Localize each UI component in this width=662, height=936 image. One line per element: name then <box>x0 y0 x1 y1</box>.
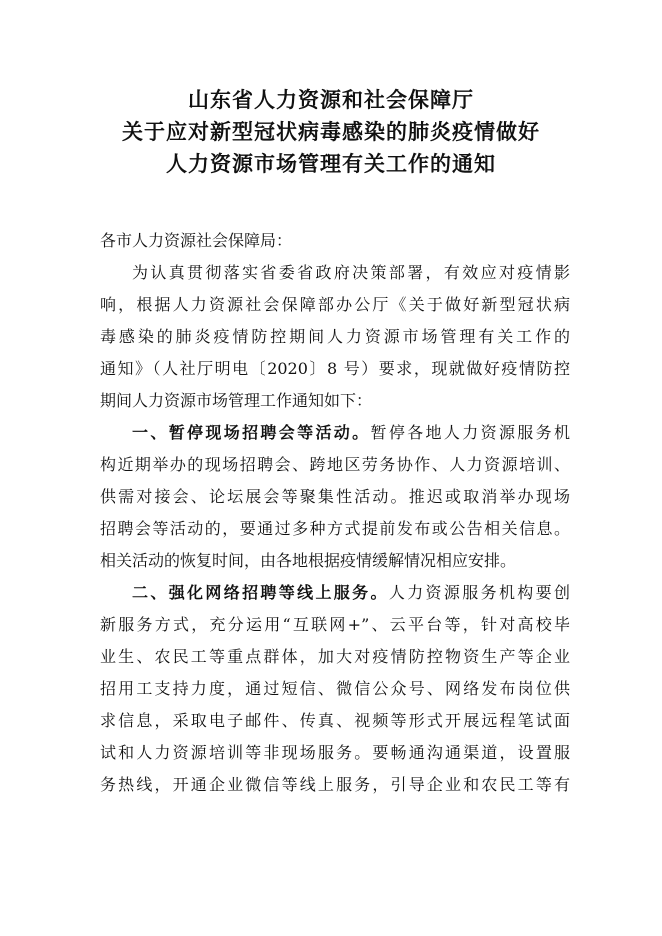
intro-paragraph <box>100 257 570 417</box>
intro-line: 期间人力资源市场管理工作通知如下： <box>100 391 373 410</box>
section-1-heading: 一、暂停现场招聘会等活动。 <box>132 423 371 442</box>
section-1-line: 相关活动的恢复时间，由各地根据疫情缓解情况相应安排。 <box>100 551 517 570</box>
section-1-first-line <box>100 417 570 449</box>
section-1-line: 招聘会等活动的，要通过多种方式提前发布或公告相关信息。 <box>100 519 570 538</box>
section-1-line: 供需对接会、论坛展会等聚集性活动。推迟或取消举办现场 <box>100 487 570 506</box>
section-2-paragraph <box>100 577 570 801</box>
intro-line: 为认真贯彻落实省委省政府决策部署，有效应对疫情影 <box>132 263 570 282</box>
intro-line: 响，根据人力资源社会保障部办公厅《关于做好新型冠状病 <box>100 295 570 314</box>
section-2-first-line-text: 人力资源服务机构要创 <box>388 583 570 602</box>
section-2-first-line <box>100 577 570 609</box>
section-2-line: 务热线，开通企业微信等线上服务，引导企业和农民工等有 <box>100 775 570 794</box>
section-1-line: 构近期举办的现场招聘会、跨地区劳务协作、人力资源培训、 <box>100 455 570 474</box>
section-2-line: 求信息，采取电子邮件、传真、视频等形式开展远程笔试面 <box>100 711 570 730</box>
document-body <box>100 225 570 801</box>
section-1-first-line-text: 暂停各地人力资源服务机 <box>370 423 570 442</box>
title-line-2: 关于应对新型冠状病毒感染的肺炎疫情做好 <box>122 120 540 144</box>
section-2-line: 新服务方式，充分运用“互联网+”、云平台等，针对高校毕 <box>100 615 570 634</box>
title-line-1: 山东省人力资源和社会保障厅 <box>188 88 474 112</box>
section-2-line: 试和人力资源培训等非现场服务。要畅通沟通渠道，设置服 <box>100 743 570 762</box>
section-2-heading: 二、强化网络招聘等线上服务。 <box>132 583 389 602</box>
title-line-3: 人力资源市场管理有关工作的通知 <box>166 152 496 176</box>
section-2-line: 招用工支持力度，通过短信、微信公众号、网络发布岗位供 <box>100 679 570 698</box>
section-2-line: 业生、农民工等重点群体，加大对疫情防控物资生产等企业 <box>100 647 570 666</box>
document-title <box>0 84 662 180</box>
intro-line: 毒感染的肺炎疫情防控期间人力资源市场管理有关工作的 <box>100 327 570 346</box>
section-1-paragraph <box>100 417 570 577</box>
salutation: 各市人力资源社会保障局： <box>100 231 293 250</box>
intro-line: 通知》（人社厅明电〔2020〕8 号）要求，现就做好疫情防控 <box>100 359 570 378</box>
